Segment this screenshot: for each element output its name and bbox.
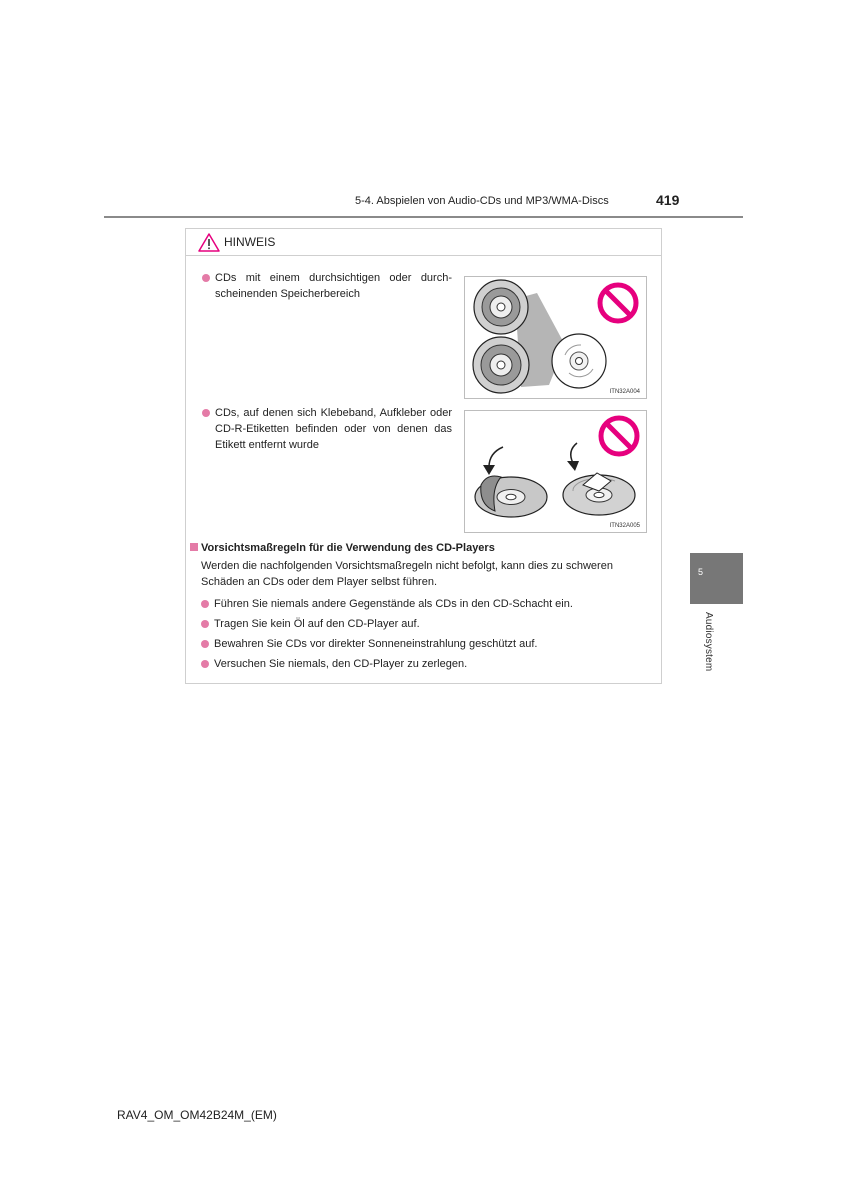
list-item-text: Führen Sie niemals andere Gegenstände als CDs in den CD-Schacht ein. — [214, 598, 573, 610]
chapter-tab — [690, 553, 743, 604]
bullet-icon — [202, 409, 210, 417]
bullet-icon — [201, 620, 209, 628]
precautions-list — [201, 594, 655, 674]
chapter-label: Audiosystem — [703, 612, 714, 672]
list-item — [201, 654, 655, 674]
bullet-icon — [201, 640, 209, 648]
bullet-icon — [201, 660, 209, 668]
warning-triangle-icon — [198, 233, 220, 252]
cd-disc-icon — [474, 280, 528, 334]
cd-disc-icon — [473, 337, 529, 393]
taped-cd-illustration — [465, 411, 646, 532]
illustration-transparent-cd — [464, 276, 647, 399]
section-heading-text: Vorsichtsmaßregeln für die Verwendung des CD-Players — [201, 542, 495, 554]
list-item-text: Tragen Sie kein Öl auf den CD-Player auf. — [214, 618, 420, 630]
cd-disc-icon — [563, 473, 635, 515]
chapter-number: 5 — [698, 567, 704, 577]
page-number: 419 — [656, 192, 680, 208]
list-item — [201, 614, 655, 634]
section-intro: Werden die nachfolgenden Vorsichtsmaßregeln nicht befolgt, kann dies zu schweren Schäden an CDs oder dem Player selbst führen. — [201, 560, 613, 588]
transparent-cd-illustration — [465, 277, 646, 398]
header-divider — [104, 216, 743, 218]
list-item-text: Bewahren Sie CDs vor direkter Sonneneinstrahlung geschützt auf. — [214, 638, 538, 650]
square-bullet-icon — [190, 543, 198, 551]
notice-item — [202, 405, 452, 453]
arrow-down-icon — [483, 465, 495, 475]
notice-item — [202, 270, 452, 302]
arrow-down-icon — [567, 461, 579, 471]
notice-item-text: CDs, auf denen sich Klebeband, Aufkleber oder CD-R-Etiketten befinden oder von denen das Etikett entfernt wurde — [215, 407, 452, 451]
bullet-icon — [202, 274, 210, 282]
section-heading — [190, 542, 495, 554]
notice-title: HINWEIS — [224, 235, 276, 249]
illustration-taped-cd — [464, 410, 647, 533]
figure-code: ITN32A004 — [609, 389, 640, 395]
prohibition-icon — [601, 418, 637, 454]
notice-item-text: CDs mit einem durchsichtigen oder durch-scheinenden Speicherbereich — [215, 272, 452, 300]
prohibition-icon — [600, 285, 636, 321]
footer-doc-code: RAV4_OM_OM42B24M_(EM) — [117, 1108, 277, 1122]
bullet-icon — [201, 600, 209, 608]
notice-header — [186, 229, 661, 256]
header-section-title: 5-4. Abspielen von Audio-CDs und MP3/WMA-Discs — [355, 195, 609, 207]
figure-code: ITN32A005 — [609, 523, 640, 529]
list-item — [201, 634, 655, 654]
list-item-text: Versuchen Sie niemals, den CD-Player zu zerlegen. — [214, 658, 468, 670]
list-item — [201, 594, 655, 614]
cd-disc-icon — [552, 334, 606, 388]
cd-disc-icon — [475, 476, 547, 517]
